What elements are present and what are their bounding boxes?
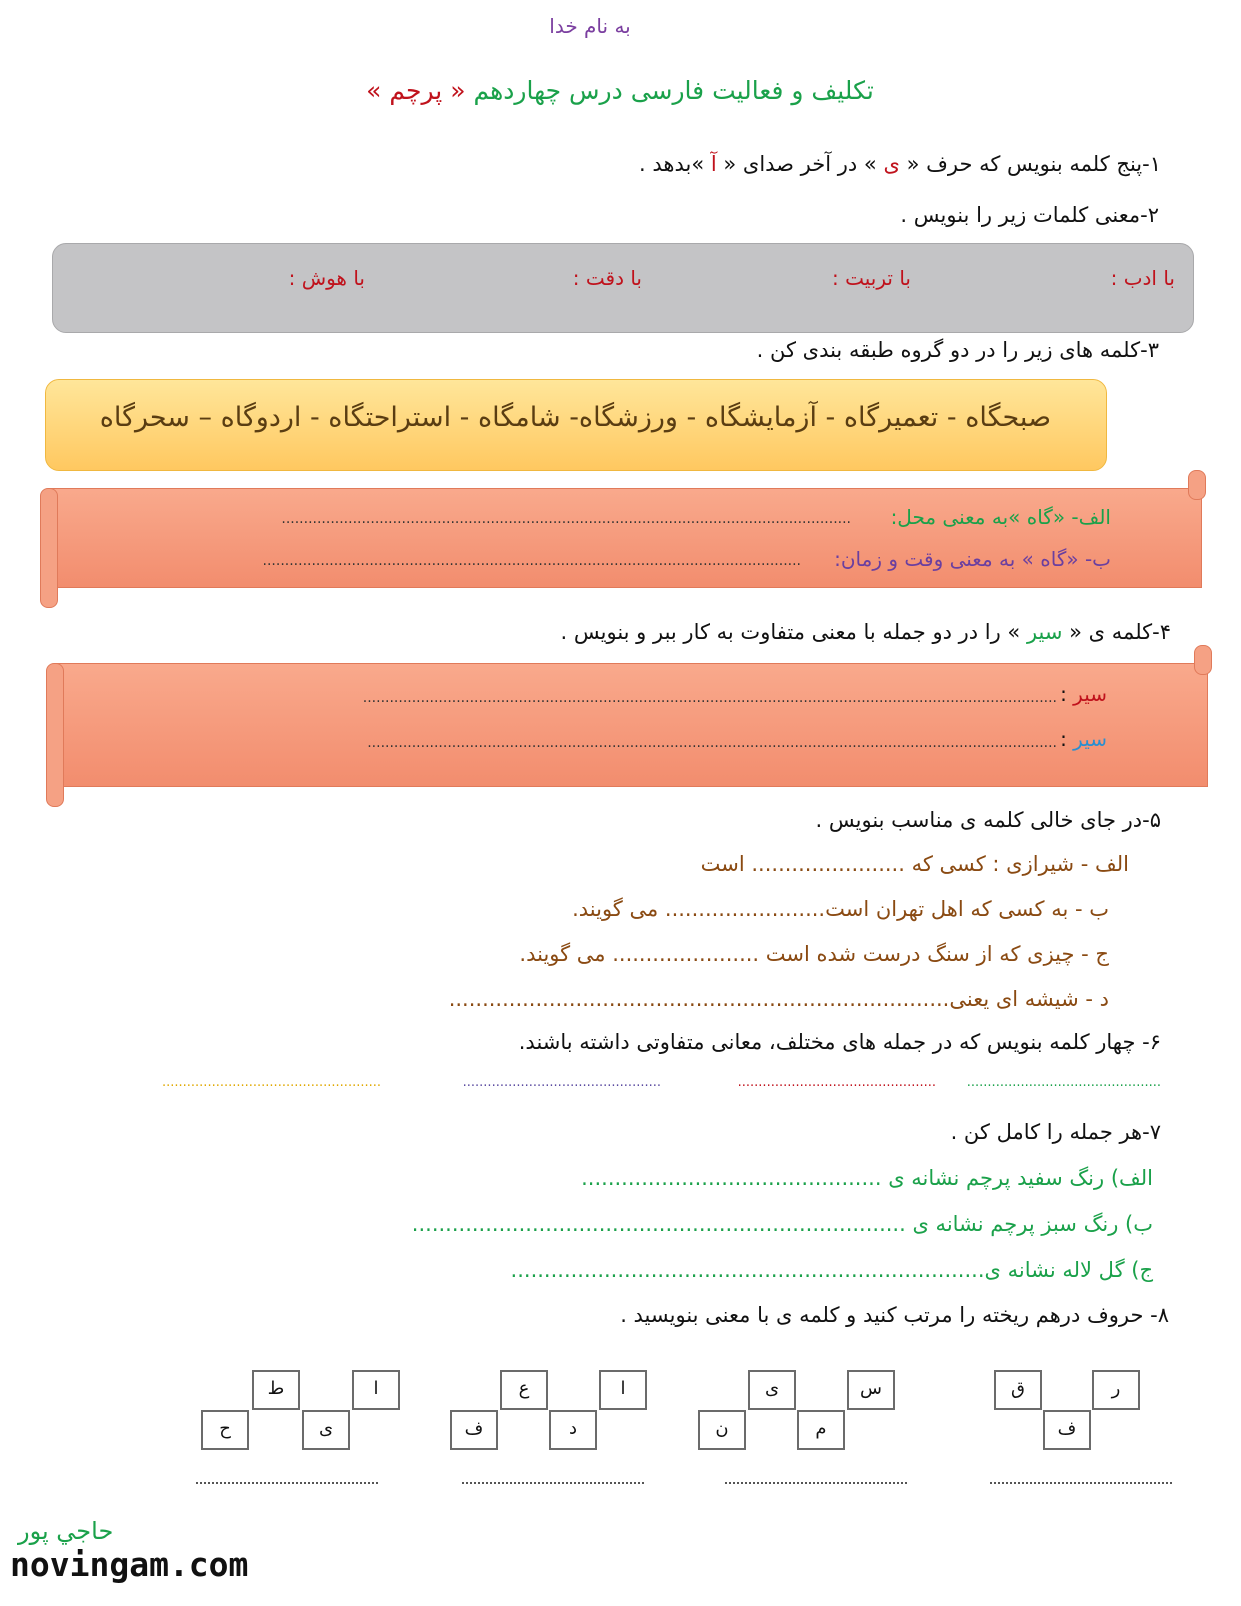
q1-text-c: »بدهد . bbox=[639, 152, 705, 176]
answer-line bbox=[462, 1482, 644, 1484]
letter-cell: ح bbox=[201, 1410, 249, 1450]
q5-line-d: د - شیشه ای یعنی........................................................................... bbox=[448, 987, 1109, 1011]
bismillah-heading: به نام خدا bbox=[549, 14, 631, 38]
group-b-label: ب- «گاه » به معنی وقت و زمان: bbox=[834, 547, 1111, 571]
letter-cell: ف bbox=[1043, 1410, 1091, 1450]
letter-cell: س bbox=[847, 1370, 895, 1410]
group-a-label: الف- «گاه »به معنی محل: bbox=[890, 505, 1111, 529]
letter-cell: ا bbox=[599, 1370, 647, 1410]
sir-word-2: سیر bbox=[1073, 727, 1107, 751]
q1-sound: آ bbox=[704, 152, 724, 176]
site-watermark: novingam.com bbox=[10, 1545, 249, 1584]
q4-text-b: » را در دو جمله با معنی متفاوت به کار ببر و بنویس . bbox=[560, 620, 1021, 644]
letter-cell: ف bbox=[450, 1410, 498, 1450]
answer-line bbox=[990, 1482, 1172, 1484]
meanings-box bbox=[52, 243, 1194, 333]
letter-cell: د bbox=[549, 1410, 597, 1450]
sir-sep-1: : bbox=[1060, 682, 1074, 706]
scroll-curl-left-2 bbox=[46, 663, 64, 807]
letter-cell: م bbox=[797, 1410, 845, 1450]
scroll-curl-left bbox=[40, 488, 58, 608]
q6-blank-1: ............................................... bbox=[966, 1075, 1161, 1090]
group-b-dots: ......................................................................................................................... bbox=[262, 553, 801, 569]
title-lesson: « پرچم » bbox=[366, 76, 466, 105]
question-4 bbox=[561, 620, 1172, 644]
meaning-item-deghat: با دقت : bbox=[572, 266, 642, 290]
author-name: حاجي پور bbox=[18, 1517, 114, 1545]
scroll-curl-right bbox=[1188, 470, 1206, 500]
q7-line-b: ب) رنگ سبز پرچم نشانه ی .......................................................................... bbox=[411, 1212, 1153, 1236]
letter-cell: ق bbox=[994, 1370, 1042, 1410]
question-2: ۲-معنی کلمات زیر را بنویس . bbox=[900, 203, 1159, 227]
q6-blank-2: ................................................ bbox=[737, 1075, 936, 1090]
q1-letter: ی bbox=[876, 152, 907, 176]
answer-line bbox=[725, 1482, 907, 1484]
q7-line-c: ج) گل لاله نشانه ی....................................................................... bbox=[510, 1258, 1153, 1282]
sir-sep-2: : bbox=[1060, 727, 1074, 751]
letter-cell: ن bbox=[698, 1410, 746, 1450]
question-1 bbox=[639, 152, 1161, 176]
letter-cell: ا bbox=[352, 1370, 400, 1410]
sentence-scroll bbox=[56, 663, 1208, 787]
q7-line-a: الف) رنگ سفید پرچم نشانه ی ............................................. bbox=[581, 1166, 1153, 1190]
page-title bbox=[300, 76, 940, 105]
sir-dots-1: ............................................................................................................................................................ bbox=[362, 690, 1057, 706]
meaning-item-adab: با ادب : bbox=[1110, 266, 1175, 290]
q6-blank-4: ..................................................... bbox=[161, 1075, 381, 1090]
meaning-item-hoosh: با هوش : bbox=[288, 266, 365, 290]
q4-text-a: ۴-کلمه ی « bbox=[1069, 620, 1171, 644]
q6-blank-3: ................................................ bbox=[462, 1075, 661, 1090]
question-6: ۶- چهار کلمه بنویس که در جمله های مختلف، معانی متفاوتی داشته باشند. bbox=[518, 1030, 1161, 1054]
sir-word-1: سیر bbox=[1073, 682, 1107, 706]
question-5: ۵-در جای خالی کلمه ی مناسب بنویس . bbox=[815, 808, 1161, 832]
q5-line-a: الف - شیرازی : کسی که ....................... است bbox=[700, 852, 1129, 876]
letter-cell: ر bbox=[1092, 1370, 1140, 1410]
sir-line-2 bbox=[1060, 727, 1107, 751]
classification-scroll bbox=[50, 488, 1202, 588]
question-8: ۸- حروف درهم ریخته را مرتب کنید و کلمه ی با معنی بنویسید . bbox=[620, 1303, 1169, 1327]
sir-dots-2: ........................................................................................................................................................... bbox=[367, 735, 1057, 751]
meaning-item-tarbiat: با تربیت : bbox=[832, 266, 911, 290]
scroll-curl-right-2 bbox=[1194, 645, 1212, 675]
title-text: تکلیف و فعالیت فارسی درس چهاردهم bbox=[473, 76, 874, 105]
q5-line-b: ب - به کسی که اهل تهران است........................ می گویند. bbox=[572, 897, 1109, 921]
answer-line bbox=[196, 1482, 378, 1484]
letter-cell: ط bbox=[252, 1370, 300, 1410]
word-list: صبحگاه - تعمیرگاه - آزمایشگاه - ورزشگاه- شامگاه - استراحتگاه - اردوگاه – سحرگاه bbox=[99, 402, 1051, 433]
group-a-dots: ................................................................................................................................ bbox=[281, 511, 851, 527]
q5-line-c: ج - چیزی که از سنگ درست شده است ...................... می گویند. bbox=[519, 942, 1109, 966]
sir-line-1 bbox=[1060, 682, 1107, 706]
question-7: ۷-هر جمله را کامل کن . bbox=[950, 1120, 1161, 1144]
letter-cell: ی bbox=[302, 1410, 350, 1450]
words-box bbox=[45, 379, 1107, 471]
letter-cell: ی bbox=[748, 1370, 796, 1410]
question-3: ۳-کلمه های زیر را در دو گروه طبقه بندی کن . bbox=[756, 338, 1159, 362]
q1-text-b: » در آخر صدای « bbox=[723, 152, 877, 176]
letter-cell: ع bbox=[500, 1370, 548, 1410]
q4-word: سیر bbox=[1020, 620, 1070, 644]
q1-text-a: ۱-پنج کلمه بنویس که حرف « bbox=[906, 152, 1161, 176]
